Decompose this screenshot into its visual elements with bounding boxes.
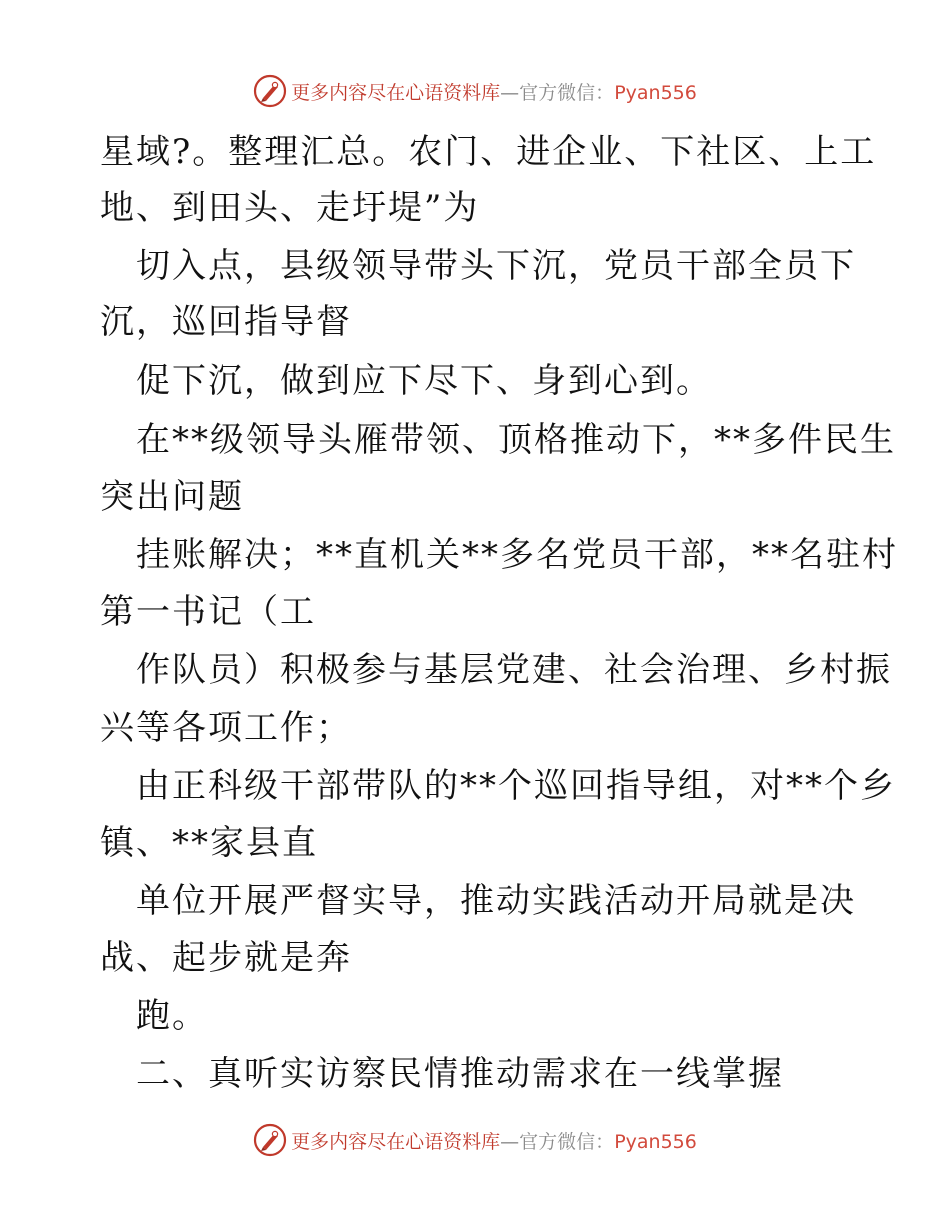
body-line: 作队员）积极参与基层党建、社会治理、乡村振 <box>136 650 892 690</box>
watermark-separator: — <box>500 81 520 104</box>
body-line: 单位开展严督实导，推动实践活动开局就是决 <box>136 881 856 921</box>
watermark-brand: 更多内容尽在心语资料库 <box>291 1130 501 1153</box>
body-line: 第一书记（工 <box>100 592 316 632</box>
header-watermark <box>0 71 950 111</box>
body-line: 星域?。整理汇总。农门、进企业、下社区、上工 <box>100 132 877 172</box>
watermark-brand: 更多内容尽在心语资料库 <box>291 81 501 104</box>
watermark-label: 官方微信： <box>519 81 615 104</box>
body-line: 跑。 <box>136 996 208 1036</box>
pen-nib-seal-icon <box>253 74 287 108</box>
watermark-label: 官方微信： <box>519 1130 615 1153</box>
watermark-handle: Pyan556 <box>614 1130 697 1153</box>
body-line: 切入点，县级领导带头下沉，党员干部全员下 <box>136 246 856 286</box>
watermark-handle: Pyan556 <box>614 81 697 104</box>
footer-watermark <box>0 1120 950 1160</box>
body-line: 促下沉，做到应下尽下、身到心到。 <box>136 361 712 401</box>
body-line: 地、到田头、走圩堤”为 <box>100 188 480 228</box>
body-line: 沉，巡回指导督 <box>100 302 352 342</box>
pen-nib-seal-icon <box>253 1123 287 1157</box>
body-line: 镇、**家县直 <box>100 823 318 863</box>
body-line: 兴等各项工作； <box>100 708 352 748</box>
body-line: 挂账解决；**直机关**多名党员干部，**名驻村 <box>136 535 898 575</box>
watermark-separator: — <box>500 1130 520 1153</box>
body-line: 由正科级干部带队的**个巡回指导组，对**个乡 <box>136 766 896 806</box>
body-line: 二、真听实访察民情推动需求在一线掌握 <box>136 1054 784 1094</box>
body-line: 突出问题 <box>100 477 244 517</box>
body-line: 战、起步就是奔 <box>100 938 352 978</box>
body-line: 在**级领导头雁带领、顶格推动下，**多件民生 <box>136 420 896 460</box>
